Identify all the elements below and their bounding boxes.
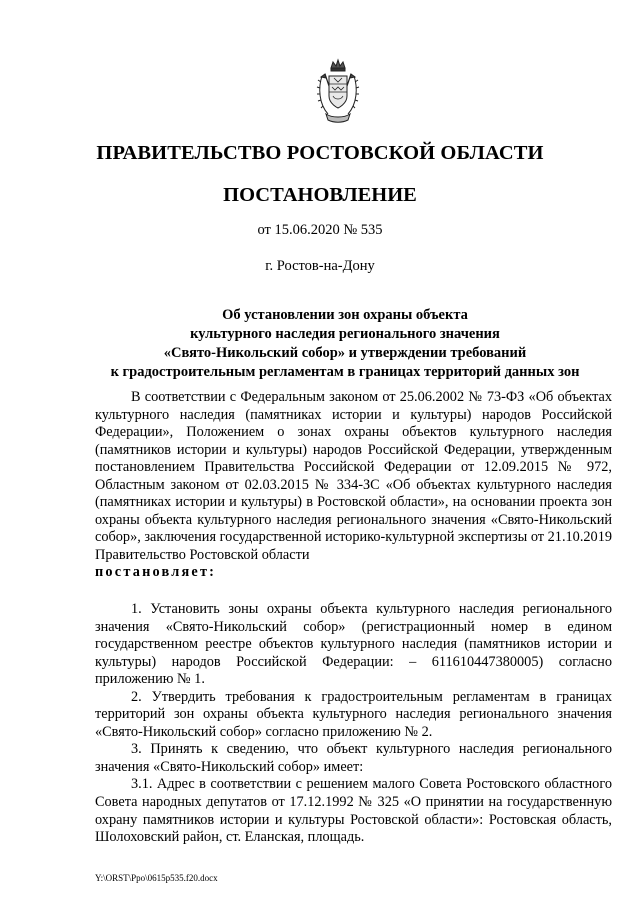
file-path-footer: Y:\ORST\Ppo\0615p535.f20.docx <box>95 873 218 883</box>
title-line: культурного наследия регионального значения <box>190 326 500 342</box>
title-line: к градостроительным регламентам в границах территорий данных зон <box>110 364 580 380</box>
title-line: Об установлении зон охраны объекта <box>222 307 468 323</box>
document-city: г. Ростов-на-Дону <box>265 258 375 274</box>
resolution-item: 1. Установить зоны охраны объекта культурного наследия регионального значения «Свято-Никольский собор» (регистрационный номер в едином государственном реестре объектов культурного наследия (памятников истории и культуры) народов Российской Федерации: – 611610447380005) согласно приложению № 1. <box>95 601 612 688</box>
preamble-paragraph <box>95 389 612 582</box>
decision-word: постановляет: <box>95 564 217 581</box>
title-line: «Свято-Никольский собор» и утверждении требований <box>163 345 527 361</box>
document-type: ПОСТАНОВЛЕНИЕ <box>223 184 417 206</box>
resolution-items <box>95 601 612 847</box>
resolution-item: 3. Принять к сведению, что объект культурного наследия регионального значения «Свято-Никольский собор» имеет: <box>95 741 612 775</box>
preamble-block <box>95 389 612 582</box>
document-date-number: от 15.06.2020 № 535 <box>257 222 383 238</box>
resolution-item: 2. Утвердить требования к градостроительным регламентам в границах территорий зон охраны объекта культурного наследия регионального значения «Свято-Никольский собор» согласно приложению № 2. <box>95 688 612 740</box>
document-title <box>95 306 595 382</box>
rostov-oblast-coat-of-arms-icon <box>316 58 360 124</box>
preamble-text: В соответствии с Федеральным законом от 25.06.2002 № 73-ФЗ «Об объектах культурного наследия (памятниках истории и культуры) народов Российской Федерации», Положением о зонах охраны объектов культурного наследия (памятников истории и культуры) народов Российской Федерации, утвержденным постановлением Правительства Российской Федерации от 12.09.2015 № 972, Областным законом от 02.03.2015 № 334-ЗС «Об объектах культурного наследия (памятниках истории и культуры) в Ростовской области», на основании проекта зон охраны объекта культурного наследия регионального значения «Свято-Никольский собор», заключения государственной историко-культурной экспертизы от 21.10.2019 Правительство Ростовской области <box>95 389 612 563</box>
organization-name: ПРАВИТЕЛЬСТВО РОСТОВСКОЙ ОБЛАСТИ <box>96 142 544 164</box>
resolution-item: 3.1. Адрес в соответствии с решением малого Совета Ростовского областного Совета народных депутатов от 17.12.1992 № 325 «О принятии на государственную охрану памятников истории и культуры Ростовской области»: Ростовская область, Шолоховский район, ст. Еланская, площадь. <box>95 776 612 846</box>
